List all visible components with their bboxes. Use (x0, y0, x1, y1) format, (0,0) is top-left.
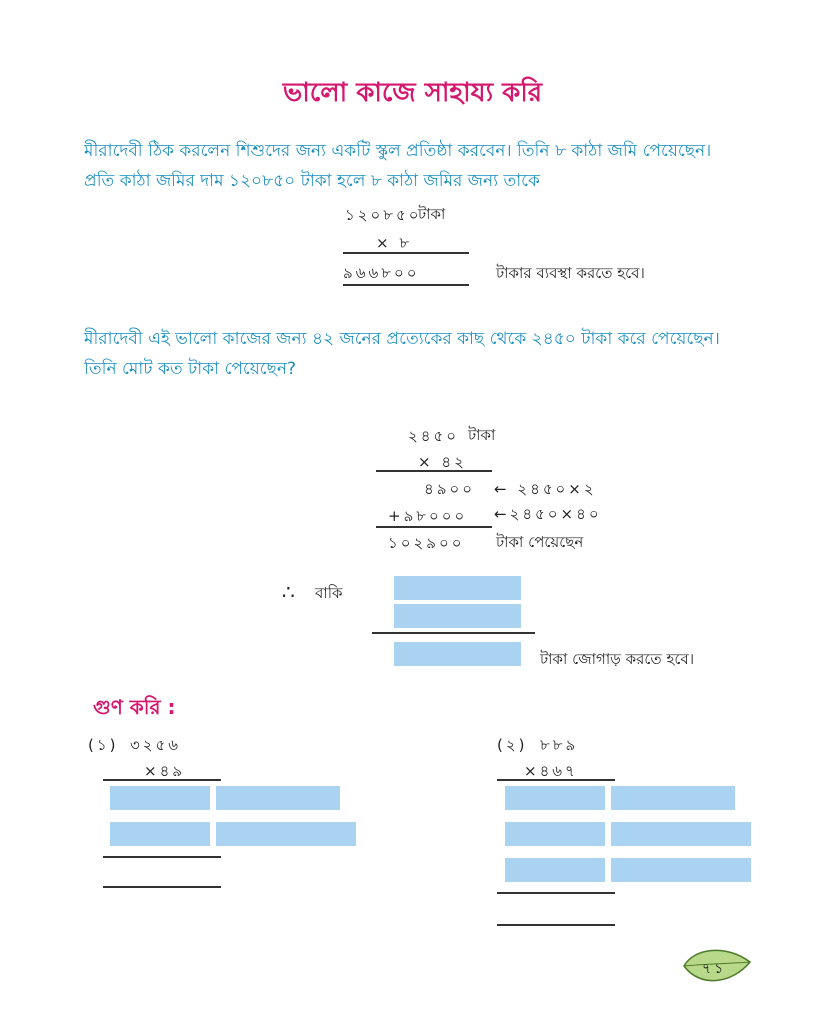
problem1-multiplicand: ১২০৮৫০ (345, 206, 422, 224)
problem2-multiplier: × ৪২ (418, 453, 467, 471)
answer-box-minuend[interactable] (394, 576, 521, 600)
problem1-line (343, 252, 469, 254)
exercise-heading: গুণ করি : (93, 695, 176, 719)
q2-line-answer (497, 924, 615, 926)
problem1-line-bottom (343, 284, 469, 286)
q2-box-1b[interactable] (611, 786, 735, 810)
q2-box-2b[interactable] (611, 822, 751, 846)
problem2-line-sum (376, 526, 492, 528)
q2-label: (২) (497, 736, 528, 754)
remainder-label: বাকি (315, 584, 343, 602)
q2-multiplier: ×৪৬৭ (524, 762, 578, 780)
problem2-text-line2: তিনি মোট কত টাকা পেয়েছেন? (84, 359, 297, 379)
q2-line-sum (497, 892, 615, 894)
q1-multiplier: ×৪৯ (144, 762, 186, 780)
problem2-total: ১০২৯০০ (388, 534, 465, 552)
problem2-line (376, 470, 492, 472)
problem2-partial1-note: ← ২৪৫০×২ (494, 480, 597, 498)
problem1-result-text: টাকার ব্যবস্থা করতে হবে। (496, 264, 645, 282)
q2-box-3a[interactable] (505, 858, 605, 882)
q1-label: (১) (88, 736, 119, 754)
problem2-partial2: +৯৮০০০ (388, 507, 468, 525)
answer-box-subtrahend[interactable] (394, 604, 521, 628)
page-number: ৭১ (702, 961, 727, 977)
q1-box-1b[interactable] (216, 786, 340, 810)
q2-box-1a[interactable] (505, 786, 605, 810)
problem1-text-line1: মীরাদেবী ঠিক করলেন শিশুদের জন্য একটি স্কুল প্রতিষ্ঠা করবেন। তিনি ৮ কাঠা জমি পেয়েছেন। (84, 141, 712, 161)
q2-box-2a[interactable] (505, 822, 605, 846)
problem2-partial2-note: ←২৪৫০×৪০ (494, 505, 602, 523)
page-title: ভালো কাজে সাহায্য করি (282, 78, 543, 108)
problem2-multiplicand: ২৪৫০ (408, 427, 459, 445)
q1-box-2b[interactable] (216, 822, 356, 846)
remainder-result-text: টাকা জোগাড় করতে হবে। (540, 650, 695, 668)
problem2-text-line1: মীরাদেবী এই ভালো কাজের জন্য ৪২ জনের প্রত্যেকের কাছ থেকে ২৪৫০ টাকা করে পেয়েছেন। (84, 329, 720, 349)
problem1-text-line2: প্রতি কাঠা জমির দাম ১২০৮৫০ টাকা হলে ৮ কাঠা জমির জন্য তাকে (84, 171, 540, 191)
problem2-partial1: ৪৯০০ (424, 480, 475, 498)
problem1-unit: টাকা (418, 205, 446, 223)
q1-box-1a[interactable] (110, 786, 210, 810)
answer-box-remainder[interactable] (394, 642, 521, 666)
q1-multiplicand: ৩২৫৬ (130, 736, 181, 754)
problem1-product: ৯৬৬৮০০ (343, 264, 420, 282)
q1-line-sum (103, 856, 221, 858)
q1-line (103, 779, 221, 781)
q1-box-2a[interactable] (110, 822, 210, 846)
q1-line-answer (103, 886, 221, 888)
problem2-unit: টাকা (468, 426, 496, 444)
q2-multiplicand: ৮৮৯ (540, 736, 579, 754)
therefore-symbol: ∴ (282, 580, 295, 604)
problem1-multiplier: × ৮ (376, 234, 413, 252)
q2-box-3b[interactable] (611, 858, 751, 882)
problem2-total-text: টাকা পেয়েছেন (496, 533, 584, 551)
q2-line (497, 779, 615, 781)
remainder-line (372, 632, 535, 634)
